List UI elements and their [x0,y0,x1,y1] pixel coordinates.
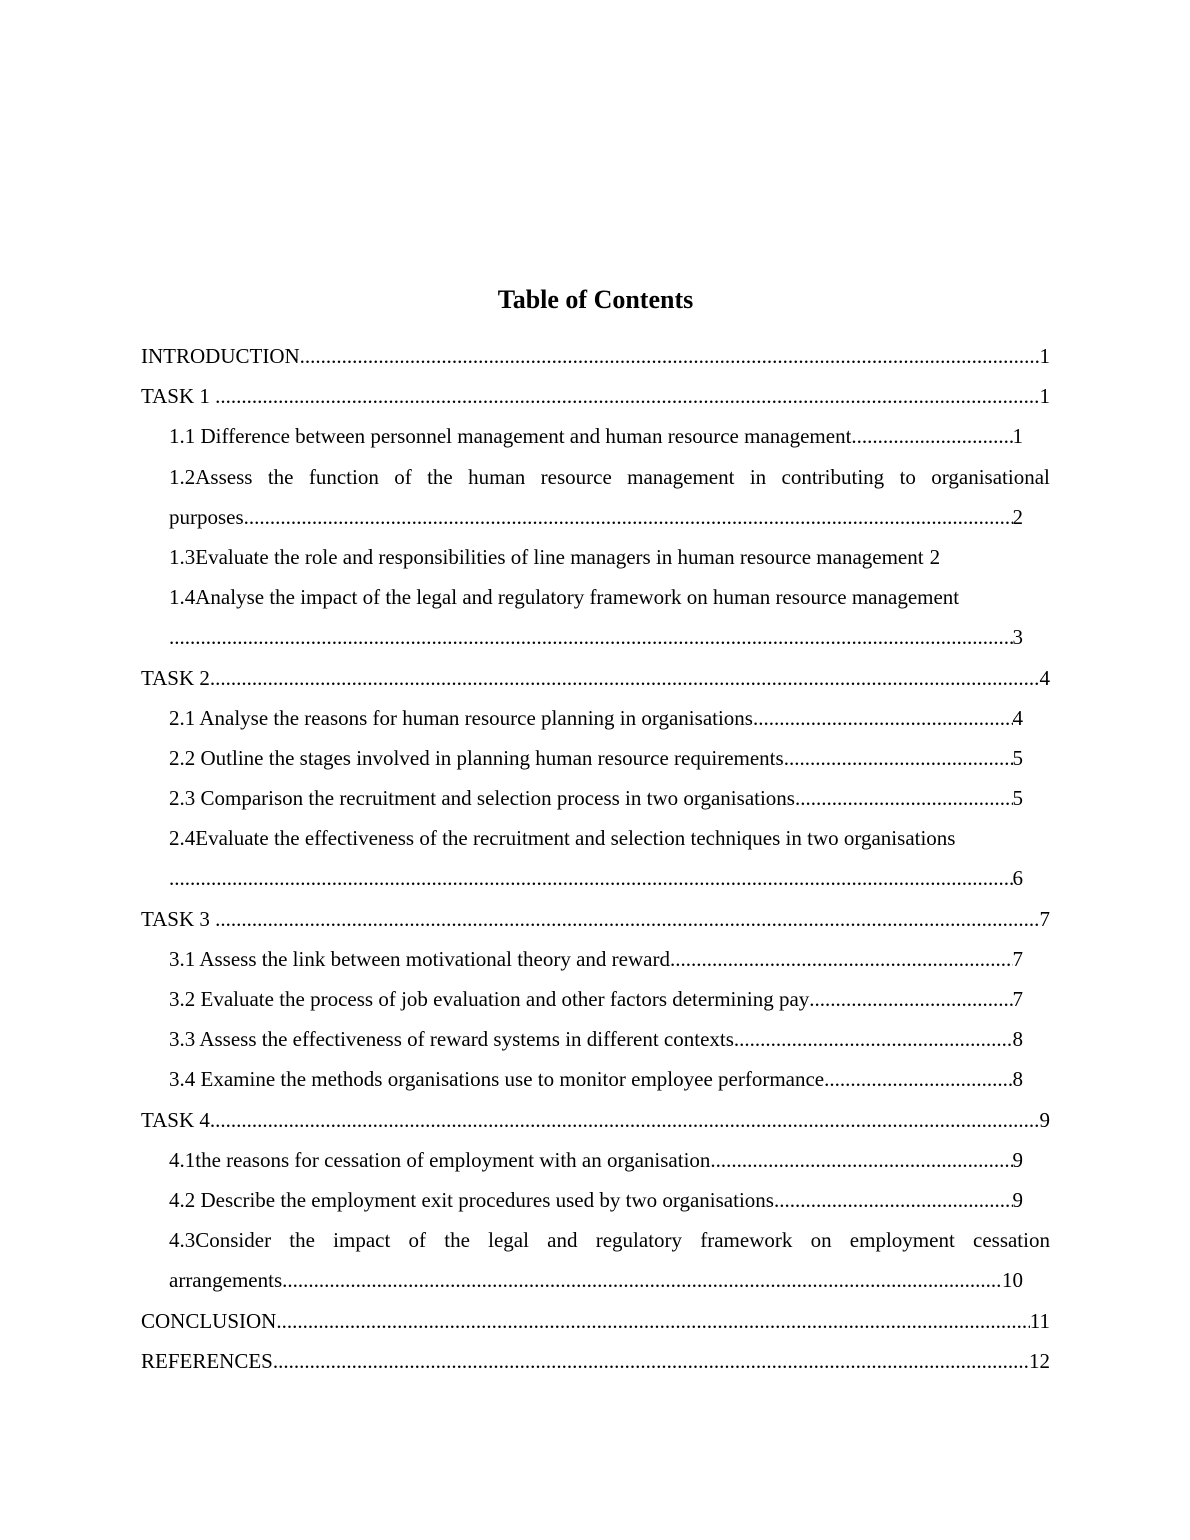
toc-entry-task-1[interactable] [141,376,1050,416]
toc-entry-text: 2.1 Analyse the reasons for human resource planning in organisations [169,705,753,730]
toc-page-number: 9 [1012,1147,1023,1172]
toc-word: human [468,464,526,489]
toc-leader-dots [215,376,1039,416]
toc-entry-1-1[interactable] [141,416,1023,456]
toc-page-number: 7 [1012,987,1023,1011]
toc-leader-dots [670,939,1013,979]
toc-page-number: 11 [1029,1308,1050,1333]
toc-word: function [308,464,379,489]
toc-leader-dots [784,738,1013,778]
toc-page-number: 9 [1039,1107,1050,1132]
toc-entry-4-2[interactable] [141,1180,1023,1220]
toc-word: the [267,464,294,489]
toc-page-number: 12 [1029,1348,1050,1373]
toc-word: contributing [781,464,885,489]
toc-word: 1.2Assess [169,464,253,489]
toc-entry-text: 2.2 Outline the stages involved in planning human resource requirements [169,745,784,770]
toc-page-number: 3 [1012,625,1023,650]
table-of-contents [141,280,1050,1381]
toc-entry-introduction[interactable] [141,336,1050,376]
toc-leader-dots [774,1180,1013,1220]
toc-entry-text: CONCLUSION [141,1308,277,1333]
toc-entry-text: 2.3 Comparison the recruitment and selection process in two organisations [169,786,795,811]
toc-page-number: 6 [1012,866,1023,891]
toc-entry-2-3[interactable] [141,778,1023,818]
toc-page-number: 8 [1012,1027,1023,1052]
toc-entry-3-3[interactable] [141,1019,1023,1059]
toc-word: of [408,1228,427,1253]
toc-entry-text: TASK 4 [141,1107,210,1132]
toc-leader-dots [809,979,1012,1019]
toc-entry-text: 4.2 Describe the employment exit procedures used by two organisations [169,1187,774,1212]
toc-leader-dots [734,1019,1013,1059]
toc-entry-1-2[interactable] [141,457,1050,537]
toc-entry-text-line1: 1.4Analyse the impact of the legal and regulatory framework on human resource management [169,585,960,610]
toc-entry-text: 3.2 Evaluate the process of job evaluation and other factors determining pay [169,987,810,1011]
toc-leader-dots [710,1140,1012,1180]
toc-page-number: 4 [1039,665,1050,690]
toc-word: impact [333,1228,391,1253]
toc-entry-text: 1.3Evaluate the role and responsibilities of line managers in human resource management [169,544,924,569]
toc-entry-text: 3.4 Examine the methods organisations use to monitor employee performance [169,1067,825,1092]
toc-entry-task-4[interactable] [141,1100,1050,1140]
toc-entry-text-line1: 2.4Evaluate the effectiveness of the recruitment and selection techniques in two organisations [169,826,956,851]
toc-entry-text: 3.1 Assess the link between motivational theory and reward [169,946,670,971]
toc-entry-2-2[interactable] [141,738,1023,778]
toc-leader-dots [753,698,1013,738]
toc-leader-dots [851,416,1012,456]
toc-page-number: 1 [1039,344,1050,368]
toc-word: to [899,464,916,489]
toc-leader-dots [210,658,1040,698]
toc-entry-text-line2: purposes [169,504,244,529]
toc-entry-task-2[interactable] [141,658,1050,698]
toc-entry-1-4[interactable] [141,577,1050,657]
toc-leader-dots [210,1100,1040,1140]
toc-word: the [427,464,453,489]
toc-entry-text: TASK 1 [141,384,216,409]
toc-entry-text: REFERENCES [141,1348,273,1373]
toc-page-number: 10 [1002,1268,1023,1293]
toc-entry-text: 3.3 Assess the effectiveness of reward systems in different contexts [169,1027,734,1052]
toc-word: the [289,1228,315,1253]
toc-entry-2-4[interactable] [141,818,1050,898]
toc-leader-dots [169,617,1013,657]
toc-word: organisational [931,464,1050,489]
toc-leader-dots [282,1260,1002,1300]
toc-title: Table of Contents [497,285,694,314]
toc-leader-dots [824,1059,1012,1099]
toc-entry-3-1[interactable] [141,939,1023,979]
toc-leader-dots [244,497,1013,537]
toc-page-number: 1 [1012,424,1023,449]
toc-word: the [444,1228,470,1253]
toc-word: of [394,464,412,489]
toc-word: in [749,464,767,489]
toc-entry-4-1[interactable] [141,1140,1023,1180]
toc-entry-3-4[interactable] [141,1059,1023,1099]
toc-page-number: 7 [1012,946,1023,971]
toc-entry-text-line2: arrangements [169,1268,283,1293]
toc-word: legal [488,1228,529,1253]
toc-entry-text-line1 [169,1220,1050,1260]
toc-page-number: 7 [1039,906,1050,931]
toc-page-number: 8 [1012,1067,1023,1092]
toc-word: management [627,464,735,489]
toc-entry-text: TASK 2 [141,665,210,690]
toc-word: employment [849,1228,955,1253]
toc-leader-dots [276,1301,1029,1341]
toc-page-number: 1 [1039,384,1050,409]
toc-word: on [810,1228,832,1253]
toc-leader-dots [215,899,1039,939]
toc-entry-4-3[interactable] [141,1220,1050,1300]
toc-entry-3-2[interactable] [141,979,1023,1019]
toc-entry-text: 1.1 Difference between personnel management and human resource management [169,424,852,449]
toc-word: framework [700,1228,793,1253]
toc-entry-task-3[interactable] [141,899,1050,939]
toc-word: regulatory [595,1228,683,1253]
toc-word: cessation [973,1228,1050,1253]
toc-word: 4.3Consider [169,1228,272,1253]
toc-page-number: 2 [1012,504,1023,529]
toc-entry-text: TASK 3 [141,906,216,931]
toc-leader-dots [795,778,1013,818]
toc-leader-dots [273,1341,1029,1381]
toc-entry-1-3[interactable] [141,537,1023,577]
toc-leader-dots [300,336,1040,376]
toc-word: resource [540,464,612,489]
toc-entry-2-1[interactable] [141,698,1023,738]
toc-page-number: 5 [1012,745,1023,770]
toc-entry-text: INTRODUCTION [141,344,300,368]
toc-page-number: 5 [1012,786,1023,811]
toc-entry-references[interactable] [141,1341,1050,1381]
toc-page-number: 4 [1012,705,1023,730]
toc-entry-text-line1 [169,457,1050,497]
toc-word: and [547,1228,578,1253]
toc-entry-text: 4.1the reasons for cessation of employment with an organisation [169,1147,711,1172]
toc-page-number: 2 [929,544,941,569]
toc-page-number: 9 [1012,1187,1023,1212]
toc-entry-conclusion[interactable] [141,1301,1050,1341]
toc-leader-dots [169,858,1013,898]
